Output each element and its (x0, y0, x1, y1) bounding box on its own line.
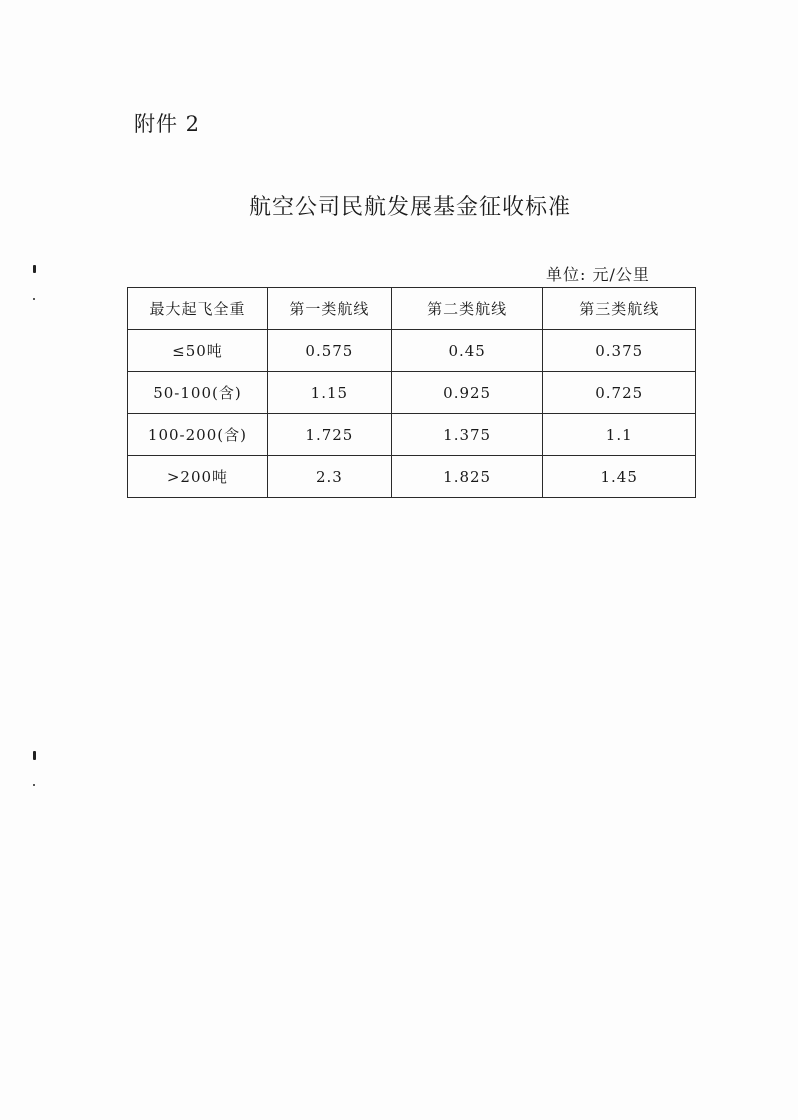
unit-label: 单位: 元/公里 (546, 265, 650, 284)
table-row (128, 330, 696, 372)
table-row (128, 372, 696, 414)
header-route-class-3: 第三类航线 (543, 288, 696, 330)
weight-cell: ≤50吨 (128, 330, 268, 372)
table-header-row (128, 288, 696, 330)
weight-cell: 50-100(含) (128, 372, 268, 414)
rate-cell: 1.15 (267, 372, 391, 414)
attachment-label: 附件 2 (134, 112, 201, 136)
rate-cell: 0.575 (267, 330, 391, 372)
rate-cell: 0.375 (543, 330, 696, 372)
rate-cell: 1.45 (543, 456, 696, 498)
rate-cell: 0.45 (391, 330, 543, 372)
binding-mark (33, 784, 35, 786)
rate-cell: 0.925 (391, 372, 543, 414)
rate-cell: 0.725 (543, 372, 696, 414)
binding-mark (33, 265, 36, 273)
fee-standard-table (127, 287, 696, 498)
rate-cell: 1.725 (267, 414, 391, 456)
table-row (128, 414, 696, 456)
header-route-class-2: 第二类航线 (391, 288, 543, 330)
binding-mark (33, 298, 35, 300)
rate-cell: 1.375 (391, 414, 543, 456)
rate-cell: 1.825 (391, 456, 543, 498)
rate-cell: 2.3 (267, 456, 391, 498)
binding-mark (33, 751, 36, 760)
document-title: 航空公司民航发展基金征收标准 (248, 195, 571, 220)
table-row (128, 456, 696, 498)
rate-cell: 1.1 (543, 414, 696, 456)
header-route-class-1: 第一类航线 (267, 288, 391, 330)
weight-cell: >200吨 (128, 456, 268, 498)
weight-cell: 100-200(含) (128, 414, 268, 456)
header-max-takeoff-weight: 最大起飞全重 (128, 288, 268, 330)
